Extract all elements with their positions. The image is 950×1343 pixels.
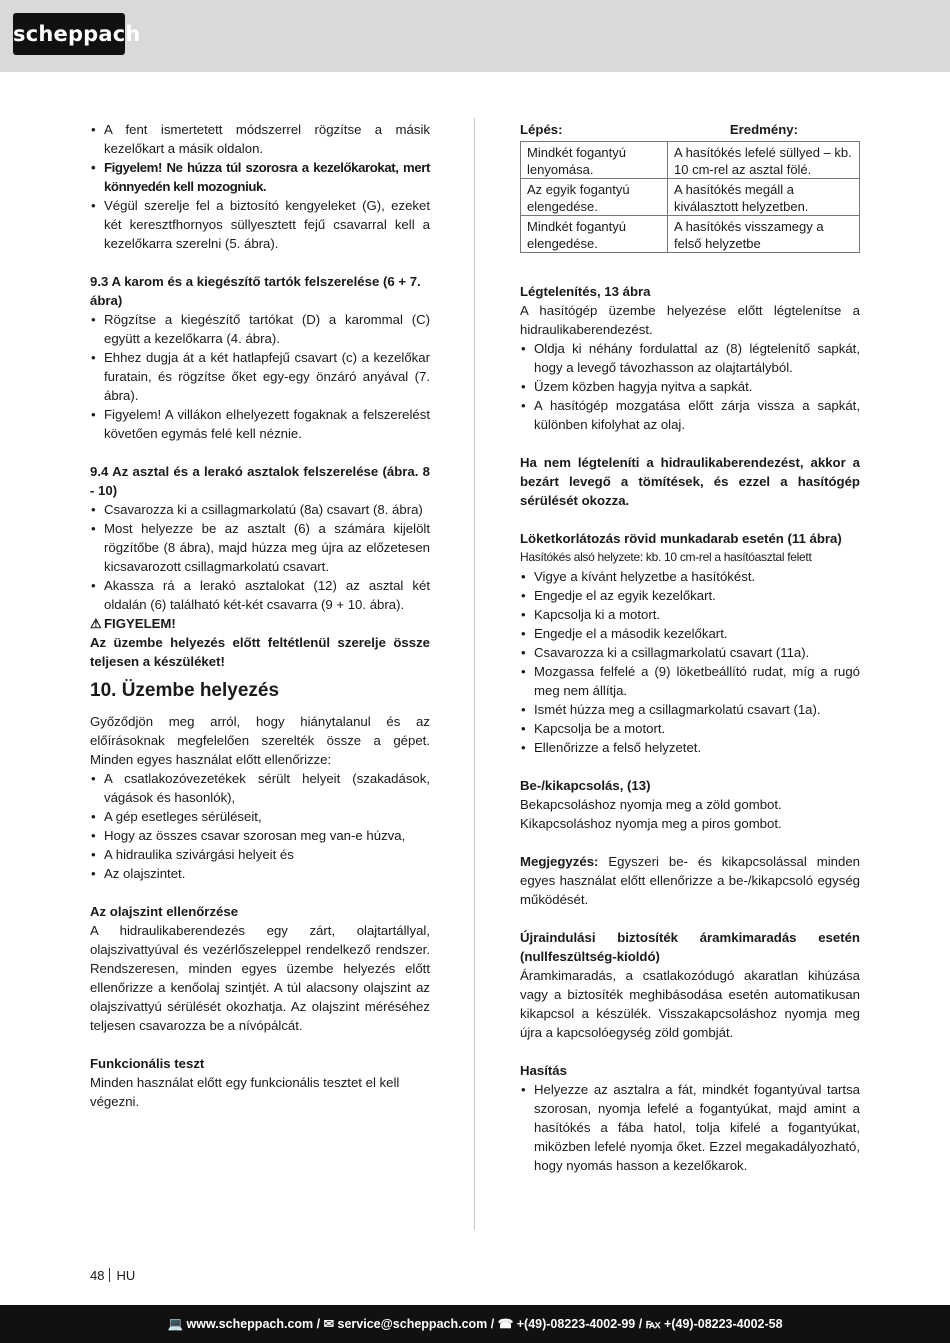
on-off-heading: Be-/kikapcsolás, (13) — [520, 778, 651, 793]
splitting-bullet-list — [520, 1080, 860, 1175]
venting-bullet-list — [520, 339, 860, 434]
list-item: • Csavarozza ki a csillagmarkolatú (8a) csavart (8. ábra) — [90, 500, 430, 519]
warning-heading — [90, 614, 430, 633]
warning-triangle-icon: ⚠ — [90, 616, 102, 631]
intro-bullet-list — [90, 120, 430, 253]
list-item: • A hasítógép mozgatása előtt zárja vissza a sapkát, különben kifolyhat az olaj. — [520, 396, 860, 434]
note-text: Egyszeri be- és kikapcsolással minden egyes használat előtt ellenőrizze a be-/kikapcsoló egység működését. — [520, 854, 860, 907]
list-item: • Figyelem! A villákon elhelyezett fogaknak a felszerelést követően egymás felé kell néznie. — [90, 405, 430, 443]
list-item: • Mozgassa felfelé a (9) löketbeállító rudat, míg a rugó meg nem állítja. — [520, 662, 860, 700]
list-item: • A gép esetleges sérüléseit, — [90, 807, 430, 826]
stroke-limit-heading: Löketkorlátozás rövid munkadarab esetén (11 ábra) — [520, 531, 842, 546]
s94-bullet-list — [90, 500, 430, 614]
s10-bullet-list — [90, 769, 430, 883]
list-item: • Kapcsolja ki a motort. — [520, 605, 860, 624]
table-cell: Mindkét fogantyú lenyomása. — [521, 142, 668, 179]
page-number — [90, 1266, 135, 1285]
list-item: • Helyezze az asztalra a fát, mindkét fogantyúval tartsa szorosan, nyomja lefelé a fogantyúkat, majd amint a hasítókés a fába hatol, tolja kifelé a fogantyúkat, miközben lefelé nyomja őket. Ezzel megakadályozható, hogy nyomás hasson a kezelőkarok. — [520, 1080, 860, 1175]
footer-contact-text: www.scheppach.com / ✉ service@scheppach.com / ☎ +(49)-08223-4002-99 / ℻ +(49)-08223-4002-58 — [186, 1317, 783, 1331]
page-header — [0, 0, 950, 72]
function-test-text: Minden használat előtt egy funkcionális tesztet el kell végezni. — [90, 1075, 400, 1109]
list-item: • Hogy az összes csavar szorosan meg van-e húzva, — [90, 826, 430, 845]
note-label: Megjegyzés: — [520, 854, 599, 869]
note-paragraph — [520, 852, 860, 909]
page-number-separator — [109, 1268, 110, 1282]
splitting-heading: Hasítás — [520, 1063, 567, 1078]
right-column — [520, 120, 860, 1175]
warning-label: FIGYELEM! — [104, 616, 176, 631]
column-divider — [474, 118, 475, 1230]
list-item: • Az olajszintet. — [90, 864, 430, 883]
scheppach-logo: scheppach — [13, 13, 125, 55]
list-item: • Engedje el az egyik kezelőkart. — [520, 586, 860, 605]
table-header — [520, 120, 860, 141]
venting-intro: A hasítógép üzembe helyezése előtt légtelenítse a hidraulikaberendezést. — [520, 303, 860, 337]
list-item: • Rögzítse a kiegészítő tartókat (D) a karommal (C) együtt a kezelőkarra (4. ábra). — [90, 310, 430, 348]
table-cell: A hasítókés lefelé süllyed – kb. 10 cm-rel az asztal fölé. — [668, 142, 860, 179]
list-item: • Oldja ki néhány fordulattal az (8) légtelenítő sapkát, hogy a levegő távozhasson az olajtartályból. — [520, 339, 860, 377]
section-heading-9-4: 9.4 Az asztal és a lerakó asztalok felszerelése (ábra. 8 - 10) — [90, 464, 430, 498]
oil-level-text: A hidraulikaberendezés egy zárt, olajtartállyal, olajszivattyúval és vezérlőszeleppel rendelkező rendszer. Rendszeresen, minden egyes üzembe helyezés előtt ellenőrizze a kenőolaj szintjét. A túl alacsony olajszint az olajszivattyú sérülését okozhatja. Az olajszint méréséhez teljesen csavarozza be a nívópálcát. — [90, 923, 430, 1033]
table-cell: A hasítókés megáll a kiválasztott helyzetben. — [668, 179, 860, 216]
section-10-intro: Győződjön meg arról, hogy hiánytalanul és az előírásoknak megfelelően szerelték össze a gépet. Minden egyes használat előtt ellenőrizze: — [90, 714, 430, 767]
restart-protection-text: Áramkimaradás, a csatlakozódugó akaratlan kihúzása vagy a biztosíték meghibásodása esetén automatikusan kikapcsol a készülék. Visszakapcsoláshoz nyomja meg újra a kapcsolóegység zöld gombját. — [520, 968, 860, 1040]
list-item: • Figyelem! Ne húzza túl szorosra a kezelőkarokat, mert könnyedén kell mozogniuk. — [90, 158, 430, 196]
table-cell: Az egyik fogantyú elengedése. — [521, 179, 668, 216]
list-item: • Üzem közben hagyja nyitva a sapkát. — [520, 377, 860, 396]
left-column — [90, 120, 430, 1111]
table-header-step: Lépés: — [520, 122, 563, 137]
list-item: • Ismét húzza meg a csillagmarkolatú csavart (1a). — [520, 700, 860, 719]
venting-heading: Légtelenítés, 13 ábra — [520, 284, 651, 299]
list-item: • Engedje el a második kezelőkart. — [520, 624, 860, 643]
list-item: • Ellenőrizze a felső helyzetet. — [520, 738, 860, 757]
s93-bullet-list — [90, 310, 430, 443]
oil-level-heading: Az olajszint ellenőrzése — [90, 904, 239, 919]
list-item: • Ehhez dugja át a két hatlapfejű csavart (c) a kezelőkar furatain, és rögzítse őket egy-egy önzáró anyával (7. ábra). — [90, 348, 430, 405]
page-footer — [0, 1305, 950, 1343]
table-row — [521, 142, 860, 179]
function-test-table — [520, 141, 860, 253]
list-item: • A hidraulika szivárgási helyeit és — [90, 845, 430, 864]
section-heading-10: 10. Üzembe helyezés — [90, 680, 280, 701]
warning-text: Az üzembe helyezés előtt feltétlenül szerelje össze teljesen a készüléket! — [90, 635, 430, 669]
list-item: • Akassza rá a lerakó asztalokat (12) az asztal két oldalán (6) található két-két csavarra (9 + 10. ábra). — [90, 576, 430, 614]
page-number-value: 48 — [90, 1268, 105, 1283]
stroke-limit-note: Hasítókés alsó helyzete: kb. 10 cm-rel a hasítóasztal felett — [520, 550, 812, 564]
list-item: • Végül szerelje fel a biztosító kengyeleket (G), ezeket két keresztfhornyos süllyesztett fejű csavarral kell a kezelőkarra szerelni (5. ábra). — [90, 196, 430, 253]
table-cell: Mindkét fogantyú elengedése. — [521, 216, 668, 253]
on-off-line: Kikapcsoláshoz nyomja meg a piros gombot. — [520, 816, 782, 831]
table-row — [521, 216, 860, 253]
table-row — [521, 179, 860, 216]
list-item: • Vigye a kívánt helyzetbe a hasítókést. — [520, 567, 860, 586]
section-heading-9-3: 9.3 A karom és a kiegészítő tartók felszerelése (6 + 7. ábra) — [90, 274, 421, 308]
restart-protection-heading: Újraindulási biztosíték áramkimaradás esetén (nullfeszültség-kioldó) — [520, 930, 860, 964]
list-item: • Csavarozza ki a csillagmarkolatú csavart (11a). — [520, 643, 860, 662]
table-header-result: Eredmény: — [729, 122, 798, 137]
table-cell: A hasítókés visszamegy a felső helyzetbe — [668, 216, 860, 253]
on-off-line: Bekapcsoláshoz nyomja meg a zöld gombot. — [520, 797, 782, 812]
computer-icon: 💻 — [167, 1317, 187, 1331]
venting-warning: Ha nem légteleníti a hidraulikaberendezést, akkor a bezárt levegő a tömítések, és ezzel a hasítógép sérülését okozza. — [520, 455, 860, 508]
list-item: • Most helyezze be az asztalt (6) a számára kijelölt rögzítőbe (8 ábra), majd húzza meg újra az előzetesen kicsavarozott csillagmarkolatú csavart. — [90, 519, 430, 576]
function-test-heading: Funkcionális teszt — [90, 1056, 205, 1071]
list-item: • A fent ismertetett módszerrel rögzítse a másik kezelőkart a másik oldalon. — [90, 120, 430, 158]
list-item: • Kapcsolja be a motort. — [520, 719, 860, 738]
stroke-limit-bullet-list — [520, 567, 860, 757]
page-language: HU — [116, 1268, 136, 1283]
list-item: • A csatlakozóvezetékek sérült helyeit (szakadások, vágások és hasonlók), — [90, 769, 430, 807]
